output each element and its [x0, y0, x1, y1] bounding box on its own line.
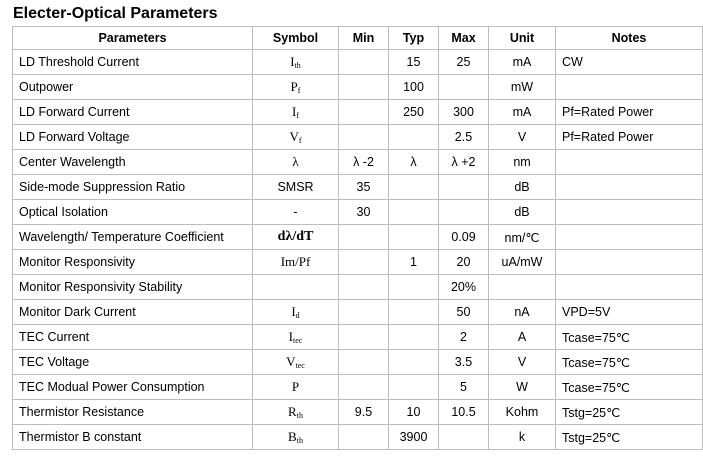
- symbol-main: B: [288, 429, 297, 444]
- notes-cell: [556, 200, 703, 225]
- symbol-cell: [253, 400, 339, 425]
- symbol-cell: [253, 50, 339, 75]
- symbol-cell: [253, 425, 339, 450]
- symbol-main: I: [290, 54, 295, 69]
- typ-cell: λ: [389, 150, 439, 175]
- max-cell: [439, 425, 489, 450]
- symbol-cell: [253, 350, 339, 375]
- notes-cell: CW: [556, 50, 703, 75]
- symbol-sub: d: [295, 311, 300, 320]
- unit-cell: k: [489, 425, 556, 450]
- notes-cell: Tstg=25℃: [556, 425, 703, 450]
- typ-cell: 250: [389, 100, 439, 125]
- table-row: [13, 200, 703, 225]
- symbol-sub: th: [296, 411, 303, 420]
- table-header-row: [13, 27, 703, 50]
- table-row: [13, 50, 703, 75]
- symbol-cell: [253, 100, 339, 125]
- unit-cell: W: [489, 375, 556, 400]
- symbol-cell: [253, 150, 339, 175]
- header-notes: Notes: [556, 27, 703, 50]
- max-cell: 20: [439, 250, 489, 275]
- param-cell: LD Forward Voltage: [13, 125, 253, 150]
- symbol-sub: f: [298, 136, 302, 145]
- typ-cell: [389, 125, 439, 150]
- header-symbol: Symbol: [253, 27, 339, 50]
- symbol-cell: [253, 225, 339, 250]
- header-parameters: Parameters: [13, 27, 253, 50]
- param-cell: Monitor Responsivity Stability: [13, 275, 253, 300]
- header-min: Min: [339, 27, 389, 50]
- header-typ: Typ: [389, 27, 439, 50]
- param-cell: Center Wavelength: [13, 150, 253, 175]
- typ-cell: [389, 375, 439, 400]
- param-cell: Optical Isolation: [13, 200, 253, 225]
- notes-cell: Tstg=25℃: [556, 400, 703, 425]
- table-row: [13, 275, 703, 300]
- unit-cell: [489, 275, 556, 300]
- symbol-main: I: [291, 104, 297, 119]
- max-cell: [439, 200, 489, 225]
- max-cell: 2: [439, 325, 489, 350]
- table-row: [13, 175, 703, 200]
- param-cell: TEC Voltage: [13, 350, 253, 375]
- symbol-cell: [253, 250, 339, 275]
- symbol-main: SMSR: [277, 179, 314, 194]
- max-cell: 3.5: [439, 350, 489, 375]
- table-row: [13, 400, 703, 425]
- symbol-sub: tec: [293, 336, 303, 345]
- parameters-table: [12, 26, 703, 450]
- notes-cell: Tcase=75℃: [556, 325, 703, 350]
- symbol-main: dλ/dT: [277, 229, 314, 244]
- unit-cell: mA: [489, 100, 556, 125]
- max-cell: 25: [439, 50, 489, 75]
- symbol-main: P: [291, 379, 300, 394]
- typ-cell: 3900: [389, 425, 439, 450]
- unit-cell: dB: [489, 200, 556, 225]
- typ-cell: [389, 300, 439, 325]
- min-cell: [339, 275, 389, 300]
- param-cell: Wavelength/ Temperature Coefficient: [13, 225, 253, 250]
- table-row: [13, 150, 703, 175]
- min-cell: [339, 325, 389, 350]
- max-cell: 300: [439, 100, 489, 125]
- page-title: Electer-Optical Parameters: [13, 5, 218, 22]
- unit-cell: V: [489, 350, 556, 375]
- min-cell: [339, 350, 389, 375]
- notes-cell: [556, 75, 703, 100]
- unit-cell: uA/mW: [489, 250, 556, 275]
- min-cell: [339, 425, 389, 450]
- unit-cell: dB: [489, 175, 556, 200]
- symbol-main: V: [286, 354, 296, 369]
- typ-cell: [389, 325, 439, 350]
- header-max: Max: [439, 27, 489, 50]
- table-row: [13, 75, 703, 100]
- unit-cell: nm: [489, 150, 556, 175]
- typ-cell: [389, 175, 439, 200]
- min-cell: [339, 75, 389, 100]
- table-row: [13, 100, 703, 125]
- symbol-cell: [253, 275, 339, 300]
- symbol-sub: th: [294, 61, 301, 70]
- param-cell: Side-mode Suppression Ratio: [13, 175, 253, 200]
- symbol-sub: f: [296, 111, 299, 120]
- min-cell: [339, 225, 389, 250]
- min-cell: λ -2: [339, 150, 389, 175]
- typ-cell: [389, 350, 439, 375]
- param-cell: Thermistor B constant: [13, 425, 253, 450]
- max-cell: [439, 175, 489, 200]
- symbol-sub: tec: [295, 361, 305, 370]
- param-cell: Monitor Dark Current: [13, 300, 253, 325]
- table-row: [13, 325, 703, 350]
- max-cell: λ +2: [439, 150, 489, 175]
- min-cell: [339, 50, 389, 75]
- min-cell: [339, 300, 389, 325]
- table-row: [13, 300, 703, 325]
- max-cell: 0.09: [439, 225, 489, 250]
- typ-cell: 10: [389, 400, 439, 425]
- notes-cell: Tcase=75℃: [556, 375, 703, 400]
- symbol-main: I: [288, 329, 293, 344]
- unit-cell: V: [489, 125, 556, 150]
- unit-cell: mA: [489, 50, 556, 75]
- symbol-cell: [253, 200, 339, 225]
- param-cell: LD Threshold Current: [13, 50, 253, 75]
- table-row: [13, 375, 703, 400]
- notes-cell: [556, 175, 703, 200]
- typ-cell: 100: [389, 75, 439, 100]
- notes-cell: Tcase=75℃: [556, 350, 703, 375]
- notes-cell: Pf=Rated Power: [556, 125, 703, 150]
- param-cell: TEC Current: [13, 325, 253, 350]
- symbol-cell: [253, 125, 339, 150]
- symbol-sub: f: [297, 86, 301, 95]
- symbol-main: R: [288, 404, 297, 419]
- param-cell: LD Forward Current: [13, 100, 253, 125]
- symbol-cell: [253, 75, 339, 100]
- param-cell: Outpower: [13, 75, 253, 100]
- max-cell: 10.5: [439, 400, 489, 425]
- symbol-main: Im/Pf: [280, 254, 311, 269]
- notes-cell: Pf=Rated Power: [556, 100, 703, 125]
- table-row: [13, 225, 703, 250]
- min-cell: [339, 375, 389, 400]
- min-cell: 30: [339, 200, 389, 225]
- table-row: [13, 125, 703, 150]
- max-cell: 2.5: [439, 125, 489, 150]
- min-cell: [339, 250, 389, 275]
- max-cell: 20%: [439, 275, 489, 300]
- symbol-main: I: [291, 304, 296, 319]
- max-cell: [439, 75, 489, 100]
- unit-cell: nm/℃: [489, 225, 556, 250]
- unit-cell: mW: [489, 75, 556, 100]
- symbol-cell: [253, 325, 339, 350]
- param-cell: Thermistor Resistance: [13, 400, 253, 425]
- symbol-cell: [253, 300, 339, 325]
- typ-cell: [389, 200, 439, 225]
- symbol-sub: th: [296, 436, 303, 445]
- symbol-main: V: [289, 129, 299, 144]
- typ-cell: [389, 225, 439, 250]
- unit-cell: A: [489, 325, 556, 350]
- table-row: [13, 250, 703, 275]
- min-cell: [339, 100, 389, 125]
- notes-cell: [556, 225, 703, 250]
- notes-cell: [556, 150, 703, 175]
- notes-cell: VPD=5V: [556, 300, 703, 325]
- min-cell: 9.5: [339, 400, 389, 425]
- notes-cell: [556, 275, 703, 300]
- symbol-cell: [253, 175, 339, 200]
- unit-cell: nA: [489, 300, 556, 325]
- typ-cell: 1: [389, 250, 439, 275]
- symbol-cell: [253, 375, 339, 400]
- header-unit: Unit: [489, 27, 556, 50]
- unit-cell: Kohm: [489, 400, 556, 425]
- param-cell: TEC Modual Power Consumption: [13, 375, 253, 400]
- param-cell: Monitor Responsivity: [13, 250, 253, 275]
- min-cell: [339, 125, 389, 150]
- table-row: [13, 350, 703, 375]
- typ-cell: 15: [389, 50, 439, 75]
- min-cell: 35: [339, 175, 389, 200]
- typ-cell: [389, 275, 439, 300]
- symbol-main: -: [293, 204, 298, 219]
- max-cell: 5: [439, 375, 489, 400]
- max-cell: 50: [439, 300, 489, 325]
- notes-cell: [556, 250, 703, 275]
- symbol-main: P: [290, 79, 298, 94]
- table-row: [13, 425, 703, 450]
- symbol-main: λ: [292, 154, 299, 169]
